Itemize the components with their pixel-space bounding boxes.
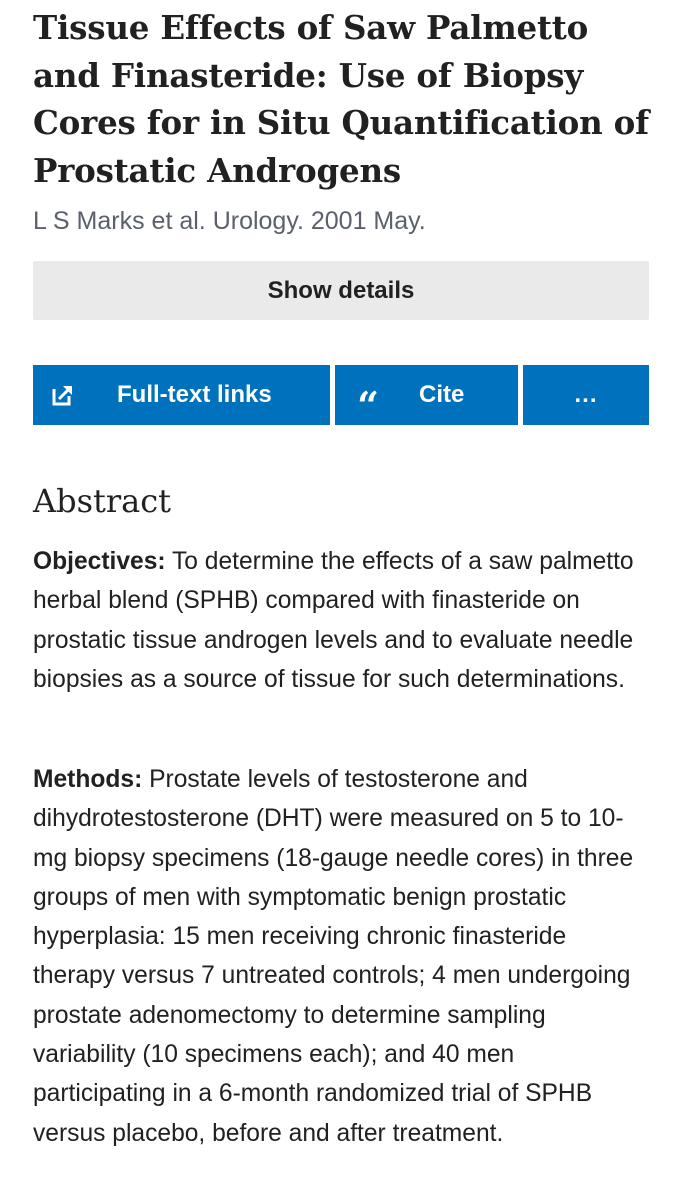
article-title: Tissue Effects of Saw Palmetto and Finasteride: Use of Biopsy Cores for in Situ Quantification of Prostatic Androgens xyxy=(33,8,649,190)
more-actions-button[interactable] xyxy=(523,365,649,425)
full-text-links-button[interactable] xyxy=(33,365,330,425)
section-label: Objectives: xyxy=(33,548,166,575)
abstract-section-objectives xyxy=(33,542,649,699)
abstract-section-methods xyxy=(33,760,649,1153)
cite-button[interactable] xyxy=(335,365,518,428)
external-link-icon xyxy=(52,384,74,406)
abstract-heading: Abstract xyxy=(33,482,172,520)
section-label: Methods: xyxy=(33,766,143,793)
article-citation-line[interactable]: L S Marks et al. Urology. 2001 May. xyxy=(33,207,426,235)
cite-label: Cite xyxy=(419,381,465,408)
show-details-button[interactable]: Show details xyxy=(33,261,649,320)
quote-icon: “ xyxy=(357,383,379,428)
more-actions-label: ... xyxy=(574,381,598,408)
section-text: To determine the effects of a saw palmetto herbal blend (SPHB) compared with finasteride on prostatic tissue androgen levels and to evaluate needle biopsies as a source of tissue for such determinations. xyxy=(33,548,634,693)
section-text: Prostate levels of testosterone and dihydrotestosterone (DHT) were measured on 5 to 10-mg biopsy specimens (18-gauge needle cores) in three groups of men with symptomatic benign prostatic hyperplasia: 15 men receiving chronic finasteride therapy versus 7 untreated controls; 4 men undergoing prostate adenomectomy to determine sampling variability (10 specimens each); and 40 men participating in a 6-month randomized trial of SPHB versus placebo, before and after treatment. xyxy=(33,766,634,1147)
article-actions-bar xyxy=(33,365,649,428)
full-text-links-label: Full-text links xyxy=(117,381,272,408)
